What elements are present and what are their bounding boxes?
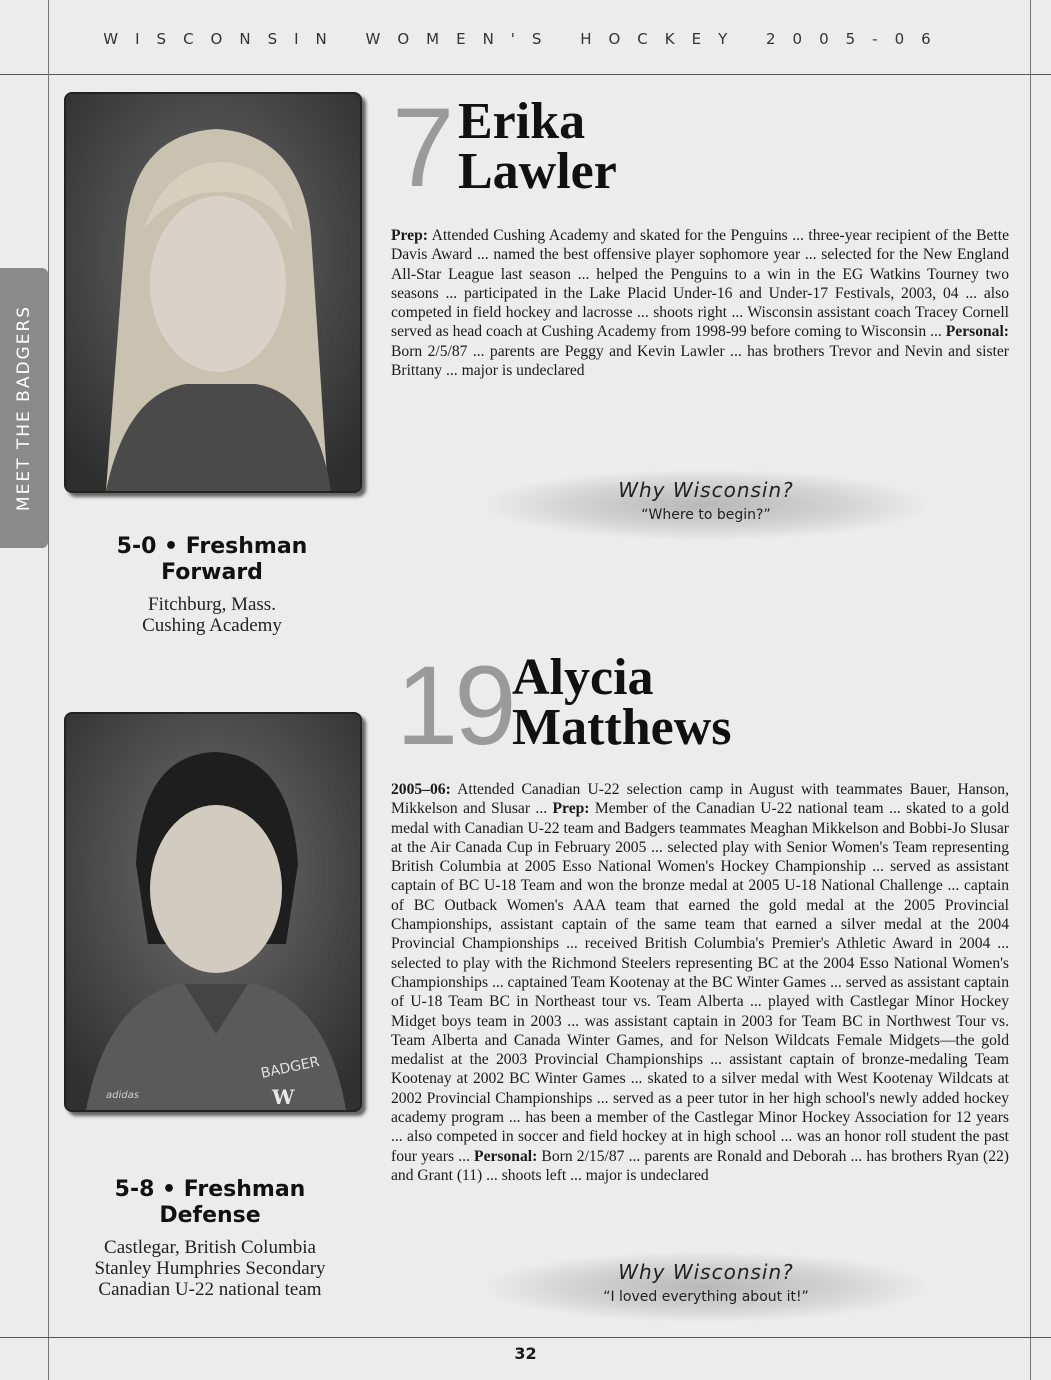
why-wisconsin-quote: “Where to begin?” [641,507,771,523]
section-tab [0,268,48,548]
player-last-name-lawler: Lawler [458,143,617,200]
player-photo-matthews [64,712,362,1112]
hometown: Fitchburg, Mass. [148,594,276,615]
shirt-text: BADGER [259,1053,321,1082]
player-photo-lawler [64,92,362,493]
hometown: Castlegar, British Columbia [104,1237,316,1258]
footer-divider [0,1337,1051,1338]
bio-text: Born 2/5/87 ... parents are Peggy and Kevin Lawler ... has brothers Trevor and Nevin and sister Brittany ... major is undeclared [391,342,1009,380]
bio-text: Born 2/15/87 ... parents are Ronald and Deborah ... has brothers Ryan (22) and Grant (11) ... shoots left ... major is undeclared [391,1147,1009,1184]
page-number: 32 [514,1344,537,1363]
why-wisconsin-quote: “I loved everything about it!” [603,1289,809,1305]
bio-text: Attended Canadian U-22 selection camp in August with teammates Bauer, Hanson, Mikkelson and Slusar ... [391,781,1009,818]
player-bio-matthews [391,780,1009,1185]
player-stats-matthews [60,1177,360,1300]
school: Stanley Humphries Secondary [94,1258,326,1279]
bio-label: Personal: [474,1147,538,1165]
page-header: WISCONSIN WOMEN'S HOCKEY 2005-06 [103,30,948,48]
why-wisconsin-matthews [486,1252,926,1322]
height-class: 5-8 • Freshman [114,1177,306,1202]
school: Cushing Academy [142,615,282,636]
player-stats-lawler [62,534,362,636]
height-class: 5-0 • Freshman [116,534,308,559]
why-wisconsin-title: Why Wisconsin? [618,478,794,502]
bio-label: Personal: [945,323,1009,341]
player-bio-lawler [391,226,1009,380]
bio-text: Attended Cushing Academy and skated for the Penguins ... three-year recipient of the Bette Davis Award ... named the best offensive player sophomore year ... selected for the New England All-Star League last season ... helped the Penguins to a win in the EG Watkins Tourney two seasons ... participated in the Lake Placid Under-16 and Under-17 Festivals, 2003, 04 ... also competed in field hockey and lacrosse ... shoots right ... Wisconsin assistant coach Tracey Cornell served as head coach at Cushing Academy from 1998-99 before coming to Wisconsin ... [391,227,1009,341]
bio-label: Prep: [391,227,428,244]
jersey-number-lawler: 7 [392,85,451,210]
team-affiliation: Canadian U-22 national team [98,1279,322,1300]
bio-label: Prep: [552,800,590,818]
position: Defense [159,1203,261,1228]
position: Forward [161,560,263,585]
jersey-number-matthews: 19 [396,643,513,768]
left-margin-rule [48,0,49,1380]
why-wisconsin-title: Why Wisconsin? [618,1260,794,1284]
why-wisconsin-lawler [486,470,926,540]
right-margin-rule [1030,0,1031,1380]
player-first-name-matthews: Alycia [512,649,654,706]
section-tab-label: MEET THE BADGERS [14,304,34,512]
player-last-name-matthews: Matthews [512,699,732,756]
shirt-logo: W [272,1085,295,1109]
header-divider [0,74,1051,75]
brand-logo: adidas [106,1090,139,1101]
player-first-name-lawler: Erika [458,93,586,150]
bio-text: Member of the Canadian U-22 national team ... skated to a gold medal with Canadian U-22 team and Badgers teammates Meaghan Mikkelson and Bobbi-Jo Slusar at the Air Canada Cup in February 2005 ... selected play with Senior Women's Team representing British Columbia at 2005 Esso National Women's Hockey Championship ... served as assistant captain of BC U-18 Team and won the bronze medal at 2005 U-18 National Challenge ... captain of BC Outback Women's AAA team that earned the gold medal at the 2005 Provincial Championships, assistant captain of the same team that earned a silver medal at the 2004 Provincial Championships ... received British Columbia's Premier's Athletic Award in 2004 ... selected to play with the Richmond Steelers representing BC at the 2004 Esso National Women's Championships ... captained Team Kootenay at the BC Winter Games ... served as assistant captain of U-18 Team BC in Northeast tour vs. Team Alberta ... played with Castlegar Minor Hockey Midget boys team in 2003 ... was assistant captain in 2003 for Team BC in Northwest Tour vs. Team Alberta and Canada Winter Games, and for Nelson Wildcats Female Midgets—the gold medalist at the 2003 Provincial Championships ... assistant captain of bronze-medaling Team Kootenay at 2002 BC Winter Games ... skated to a silver medal with West Kootenay Wildcats at 2002 Provincial Championships ... served as a peer tutor in her high school's newly added hockey academy program ... has been a member of the Castlegar Minor Hockey Association for 12 years ... also competed in soccer and field hockey at in high school ... was an honor roll student the past four years ... [391,800,1009,1165]
bio-label: 2005–06: [391,781,451,798]
